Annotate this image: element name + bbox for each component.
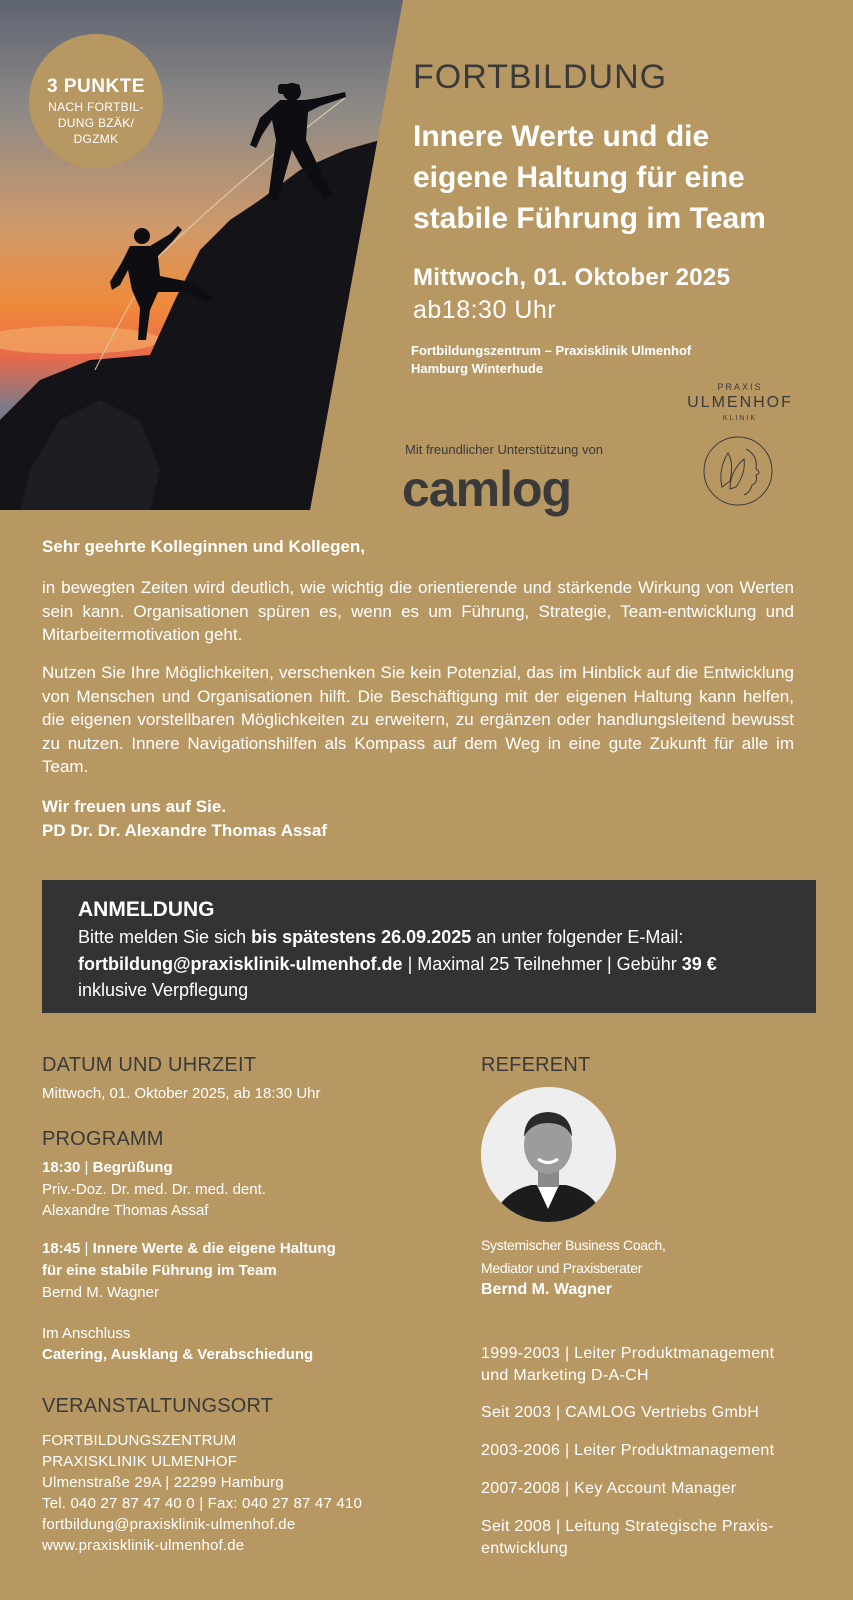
points-badge [29, 34, 163, 168]
venue-line: Ulmenstraße 29A | 22299 Hamburg [42, 1474, 284, 1491]
registration-heading: ANMELDUNG [78, 898, 215, 921]
badge-line: DGZMK [73, 132, 119, 146]
title-line: eigene Haltung für eine [413, 161, 745, 194]
referent-heading: REFERENT [481, 1054, 591, 1076]
program-item: 18:45 | Innere Werte & die eigene Haltung für eine stabile Führung im Team Bernd M. Wagner [42, 1238, 442, 1303]
cv-entry: 2007-2008 | Key Account Manager [481, 1480, 737, 1497]
referent-portrait [481, 1087, 616, 1222]
venue-email-link[interactable]: fortbildung@praxisklinik-ulmenhof.de [42, 1516, 296, 1533]
venue-phone: Tel. 040 27 87 47 40 0 | Fax: 040 27 87 47 410 [42, 1495, 363, 1512]
program-item [42, 1323, 442, 1366]
date-text: Mittwoch, 01. Oktober 2025, ab 18:30 Uhr [42, 1085, 321, 1102]
logo-bottom-text: KLINIK [722, 415, 758, 422]
cv-entry [481, 1516, 774, 1560]
cv-line: und Marketing D-A-CH [481, 1367, 649, 1384]
reg-text: | Maximal 25 Teilnehmer | Gebühr [402, 953, 682, 974]
program-title: Begrüßung [92, 1159, 173, 1176]
program-time: 18:45 [42, 1240, 81, 1257]
event-type: FORTBILDUNG [413, 58, 668, 96]
program-speaker: Priv.-Doz. Dr. med. Dr. med. dent. [42, 1181, 266, 1198]
reg-fee: 39 € [681, 953, 717, 974]
program-title: Catering, Ausklang & Verabschiedung [42, 1346, 314, 1363]
support-text: Mit freundlicher Unterstützung von [405, 442, 603, 457]
registration-text [78, 924, 798, 1004]
closing: Wir freuen uns auf Sie. [42, 797, 227, 816]
venue-line: FORTBILDUNGSZENTRUM [42, 1432, 237, 1449]
reg-text: inklusive Verpflegung [78, 980, 249, 1000]
paragraph-2: Nutzen Sie Ihre Möglichkeiten, verschenken Sie kein Potenzial, das im Hinblick auf die Entwicklung von Menschen und Organisationen hilft. Die Beschäftigung mit der eigenen Haltung kann helfen, die eigenen vorstellbaren Möglichkeiten zu erweitern, zu ergänzen oder handlungsleitend bewusst zu nutzen. Innere Navigationshilfen als Kompass auf dem Weg in eine gute Zukunft für alle im Team. [42, 663, 794, 776]
hero-section [0, 0, 853, 517]
date-heading: DATUM UND UHRZEIT [42, 1054, 257, 1076]
signature: PD Dr. Dr. Alexandre Thomas Assaf [42, 821, 328, 840]
signature-block [42, 795, 327, 843]
program-time: 18:30 [42, 1159, 81, 1176]
referent-role [481, 1234, 666, 1280]
logo-top-text: PRAXIS [717, 382, 763, 392]
title-line: Innere Werte und die [413, 120, 710, 153]
venue-heading: VERANSTALTUNGSORT [42, 1395, 274, 1417]
program-title: Innere Werte & die eigene Haltung [92, 1240, 336, 1257]
reg-deadline: bis spätestens 26.09.2025 [251, 927, 472, 947]
salutation: Sehr geehrte Kolleginnen und Kollegen, [42, 537, 366, 556]
cv-entry: Seit 2003 | CAMLOG Vertriebs GmbH [481, 1404, 760, 1421]
venue-address [42, 1430, 442, 1556]
referent-name: Bernd M. Wagner [481, 1281, 612, 1298]
venue-line: PRAXISKLINIK ULMENHOF [42, 1453, 238, 1470]
event-title [413, 116, 833, 239]
reg-text: an unter folgender E-Mail: [471, 927, 684, 947]
venue-line: Fortbildungszentrum – Praxisklinik Ulmenhof [411, 343, 692, 358]
badge-title: 3 PUNKTE [47, 76, 145, 97]
cv-entry [481, 1343, 774, 1387]
program-item: 18:30 | Begrüßung Priv.-Doz. Dr. med. Dr. med. dent. Alexandre Thomas Assaf [42, 1157, 442, 1221]
cv-line: entwicklung [481, 1540, 568, 1557]
cv-entry: 2003-2006 | Leiter Produktmanagement [481, 1442, 775, 1459]
program-speaker: Bernd M. Wagner [42, 1284, 159, 1301]
program-intro: Im Anschluss [42, 1325, 131, 1342]
portrait-image [481, 1087, 616, 1222]
paragraph-1: in bewegten Zeiten wird deutlich, wie wichtig die orientierende und stärkende Wirkung von Werten sein kann. Organisationen spüren es, wenn es um Führung, Strategie, Team-entwicklung und Mitarbeitermotivation geht. [42, 578, 794, 644]
reg-email-link[interactable]: fortbildung@praxisklinik-ulmenhof.de [78, 953, 403, 974]
program-title: für eine stabile Führung im Team [42, 1262, 277, 1279]
event-time: ab18:30 Uhr [413, 296, 557, 324]
badge-line: NACH FORTBIL- [48, 100, 144, 114]
reg-text: Bitte melden Sie sich [78, 927, 252, 947]
registration-box [42, 880, 816, 1013]
badge-line: DUNG BZÄK/ [57, 116, 135, 130]
event-date: Mittwoch, 01. Oktober 2025 [413, 264, 731, 291]
venue-line: Hamburg Winterhude [411, 361, 544, 376]
cv-line: Seit 2008 | Leitung Strategische Praxis- [481, 1518, 774, 1535]
role-line: Mediator und Praxisberater [481, 1260, 643, 1276]
camlog-logo: camlog [402, 461, 572, 517]
title-line: stabile Führung im Team [413, 202, 766, 235]
program-heading: PROGRAMM [42, 1128, 164, 1150]
venue-website-link[interactable]: www.praxisklinik-ulmenhof.de [42, 1537, 245, 1554]
ulmenhof-logo-icon [700, 433, 776, 509]
event-venue [411, 342, 691, 378]
role-line: Systemischer Business Coach, [481, 1237, 666, 1253]
program-speaker: Alexandre Thomas Assaf [42, 1202, 209, 1219]
cv-line: 1999-2003 | Leiter Produktmanagement [481, 1345, 775, 1362]
logo-name: ULMENHOF [687, 394, 793, 411]
